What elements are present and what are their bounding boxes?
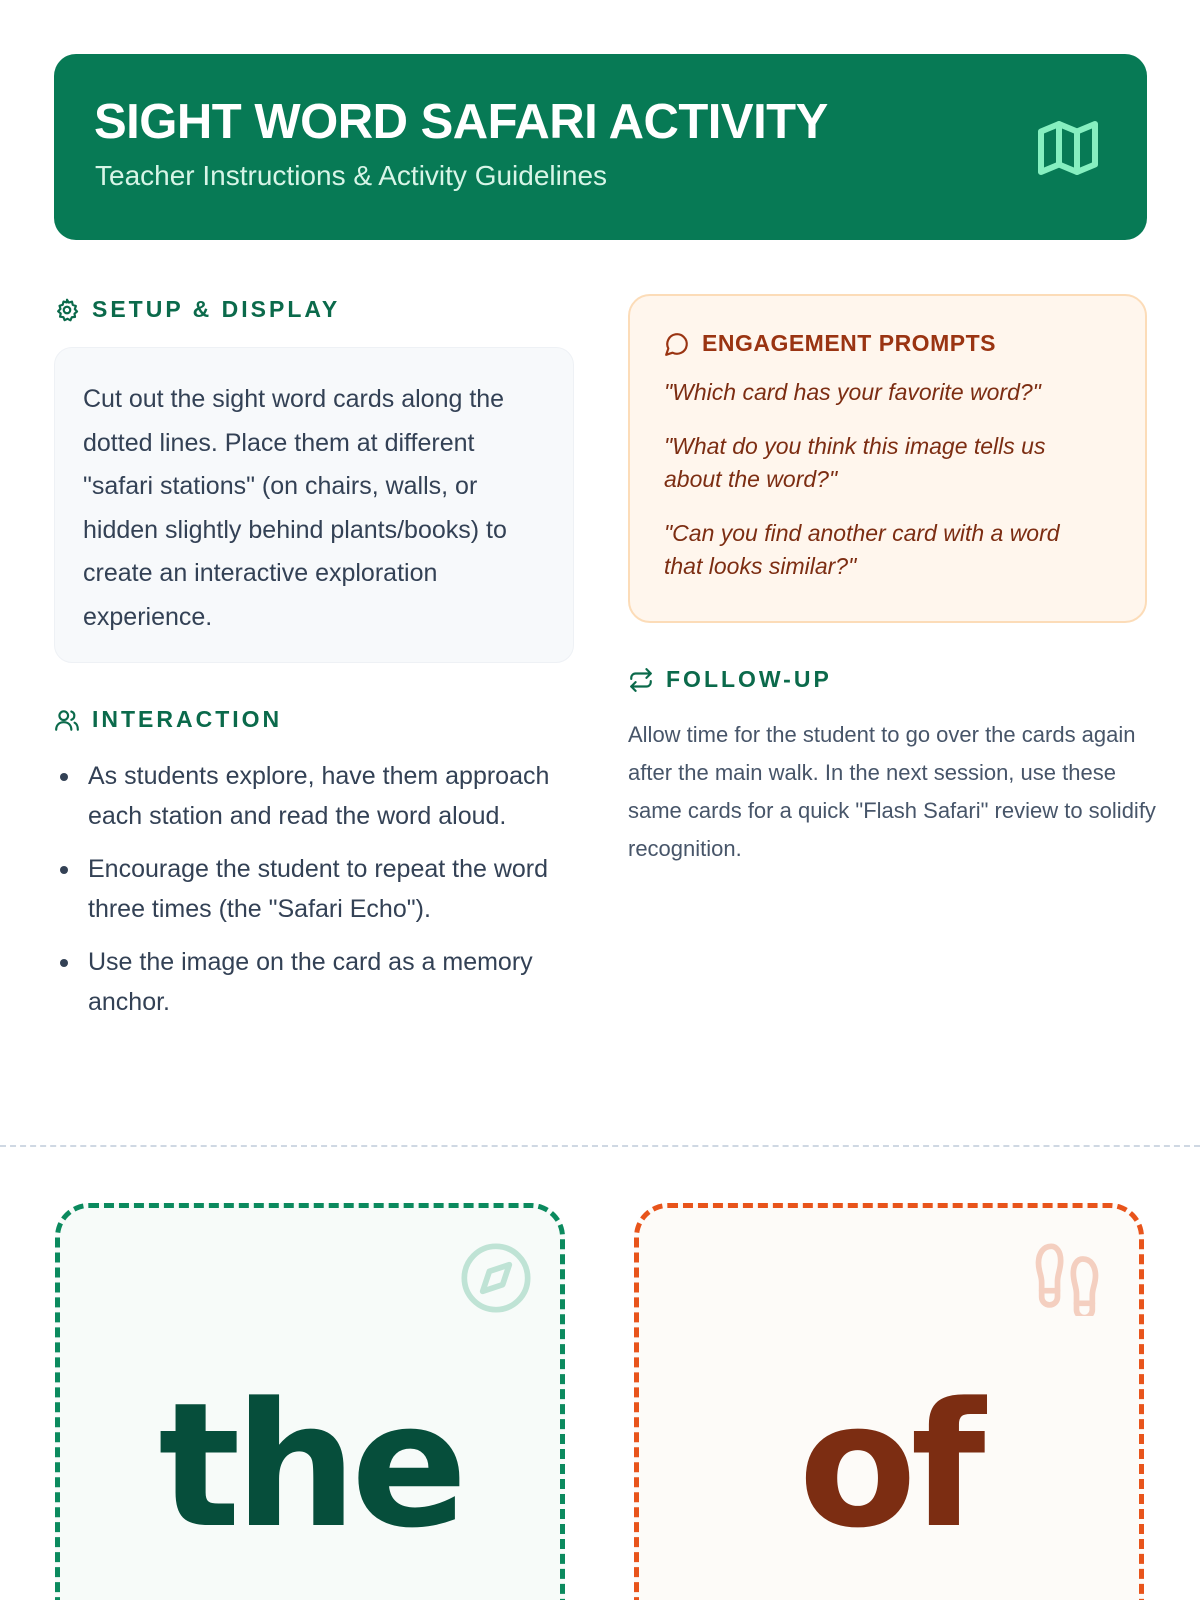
setup-heading: [54, 296, 340, 323]
page-subtitle: Teacher Instructions & Activity Guidelines: [95, 160, 608, 191]
bullet: [60, 959, 68, 967]
engagement-heading-label: ENGAGEMENT PROMPTS: [702, 330, 996, 356]
footprints-icon: [1029, 1240, 1105, 1316]
sight-word: of: [798, 1365, 980, 1566]
page-title: SIGHT WORD SAFARI ACTIVITY: [94, 95, 828, 149]
list-item: [54, 849, 584, 929]
list-item: [54, 756, 584, 836]
sight-word-card: [634, 1203, 1144, 1600]
bullet: [60, 866, 68, 874]
engagement-prompt: "Can you find another card with a word that looks similar?": [664, 520, 1060, 579]
map-icon: [1032, 112, 1104, 184]
setup-text: Cut out the sight word cards along the dotted lines. Place them at different "safari stations" (on chairs, walls, or hidden slightly behind plants/books) to create an interactive exploration experience.: [83, 385, 507, 631]
users-icon: [54, 707, 80, 733]
speech-bubble-icon: [664, 331, 690, 357]
setup-box: [54, 347, 574, 663]
engagement-prompt: "Which card has your favorite word?": [664, 379, 1041, 405]
gear-icon: [54, 297, 80, 323]
interaction-heading-label: INTERACTION: [92, 706, 283, 732]
engagement-heading: [664, 330, 996, 357]
list-item-text: As students explore, have them approach each station and read the word aloud.: [88, 762, 550, 830]
header-banner: [54, 54, 1147, 240]
engagement-box: [628, 294, 1147, 623]
follow-up-heading: [628, 666, 832, 693]
cut-line-divider: [0, 1145, 1200, 1147]
follow-up-text: Allow time for the student to go over the cards again after the main walk. In the next session, use these same cards for a quick "Flash Safari" review to solidify recognition.: [628, 722, 1156, 861]
list-item-text: Use the image on the card as a memory anchor.: [88, 948, 533, 1016]
compass-icon: [458, 1240, 534, 1316]
follow-up-heading-label: FOLLOW-UP: [666, 666, 832, 692]
list-item: [54, 942, 584, 1022]
setup-heading-label: SETUP & DISPLAY: [92, 296, 341, 322]
engagement-prompt: "What do you think this image tells us about the word?": [664, 433, 1046, 492]
sight-word: the: [158, 1365, 462, 1566]
bullet: [60, 773, 68, 781]
interaction-list: [54, 756, 584, 1035]
list-item-text: Encourage the student to repeat the word three times (the "Safari Echo").: [88, 855, 549, 923]
repeat-icon: [628, 667, 654, 693]
interaction-heading: [54, 706, 282, 733]
sight-word-card: [55, 1203, 565, 1600]
